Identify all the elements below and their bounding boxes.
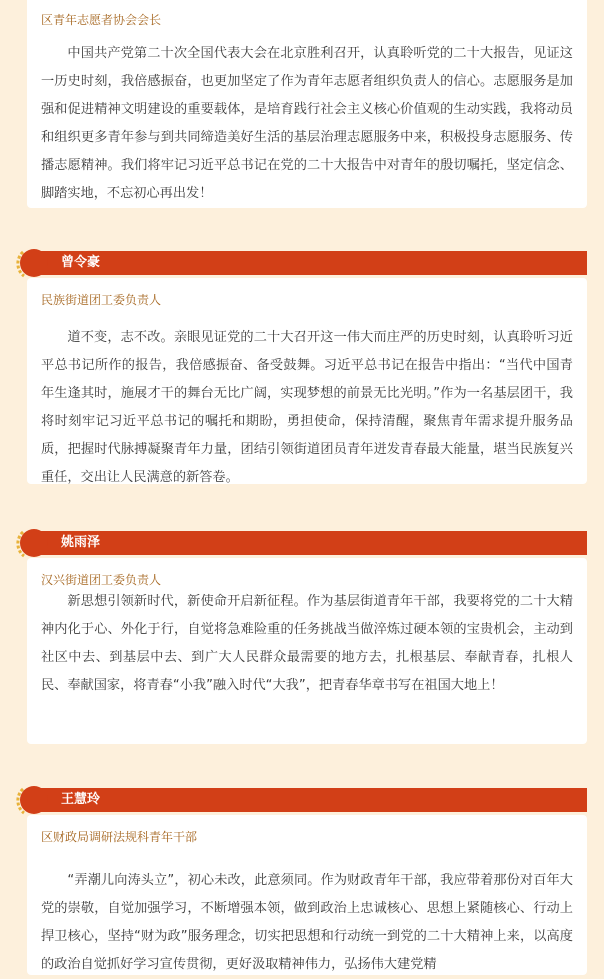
section-role-3: 汉兴街道团工委负责人 <box>41 573 162 587</box>
section-text-2: 道不变，志不改。亲眼见证党的二十大召开这一伟大而庄严的历史时刻，认真聆听习近平总书记所作的报告，我倍感振奋、备受鼓舞。习近平总书记在报告中指出：“当代中国青年生逢其时，施展才干的舞台无比广阔，实现梦想的前景无比光明。”作为一名基层团干，我将时刻牢记习近平总书记的嘱托和期盼，勇担使命，保持清醒，聚焦青年需求提升服务品质，把握时代脉搏凝聚青年力量，团结引领街道团员青年迸发青春最大能量，堪当民族复兴重任，交出让人民满意的新答卷。 <box>41 330 573 485</box>
section-text-3: 新思想引领新时代，新使命开启新征程。作为基层街道青年干部，我要将党的二十大精神内化于心、外化于行，自觉将急难险重的任务挑战当做淬炼过硬本领的宝贵机会，主动到社区中去、到基层中去、到广大人民群众最需要的地方去，扎根基层、奉献青春，扎根人民、奉献国家，将青春“小我”融入时代“大我”，把青春华章书写在祖国大地上！ <box>41 594 573 693</box>
section-role-2: 民族街道团工委负责人 <box>41 293 162 307</box>
person-name-4: 王慧玲 <box>61 792 101 807</box>
section-text-4: “弄潮儿向涛头立”，初心未改，此意须同。作为财政青年干部，我应带着那份对百年大党的崇敬，自觉加强学习，不断增强本领，做到政治上忠诚核心、思想上紧随核心、行动上捍卫核心，坚持“财为政”服务理念，切实把思想和行动统一到党的二十大精神上来，以高度的政治自觉抓好学习宣传贯彻，更好汲取精神伟力，弘扬伟大建党精 <box>41 873 573 972</box>
name-banner-3 <box>27 531 587 555</box>
person-name-2: 曾令豪 <box>61 255 101 270</box>
laurel-badge-icon <box>14 246 48 280</box>
laurel-badge-icon <box>14 526 48 560</box>
section-card-3 <box>27 558 587 744</box>
name-banner-2 <box>27 251 587 275</box>
section-card-2 <box>27 278 587 484</box>
person-name-3: 姚雨泽 <box>61 535 101 550</box>
section-card-4 <box>27 815 587 975</box>
section-role-1: 区青年志愿者协会会长 <box>41 13 162 27</box>
section-role-4: 区财政局调研法规科青年干部 <box>41 830 198 844</box>
section-card-1 <box>27 0 587 208</box>
section-text-1: 中国共产党第二十次全国代表大会在北京胜利召开，认真聆听党的二十大报告，见证这一历史时刻，我倍感振奋，也更加坚定了作为青年志愿者组织负责人的信心。志愿服务是加强和促进精神文明建设的重要载体，是培育践行社会主义核心价值观的生动实践，我将动员和组织更多青年参与到共同缔造美好生活的基层治理志愿服务中来，积极投身志愿服务、传播志愿精神。我们将牢记习近平总书记在党的二十大报告中对青年的殷切嘱托，坚定信念、脚踏实地，不忘初心再出发！ <box>41 46 573 201</box>
name-banner-4 <box>27 788 587 812</box>
laurel-badge-icon <box>14 783 48 817</box>
